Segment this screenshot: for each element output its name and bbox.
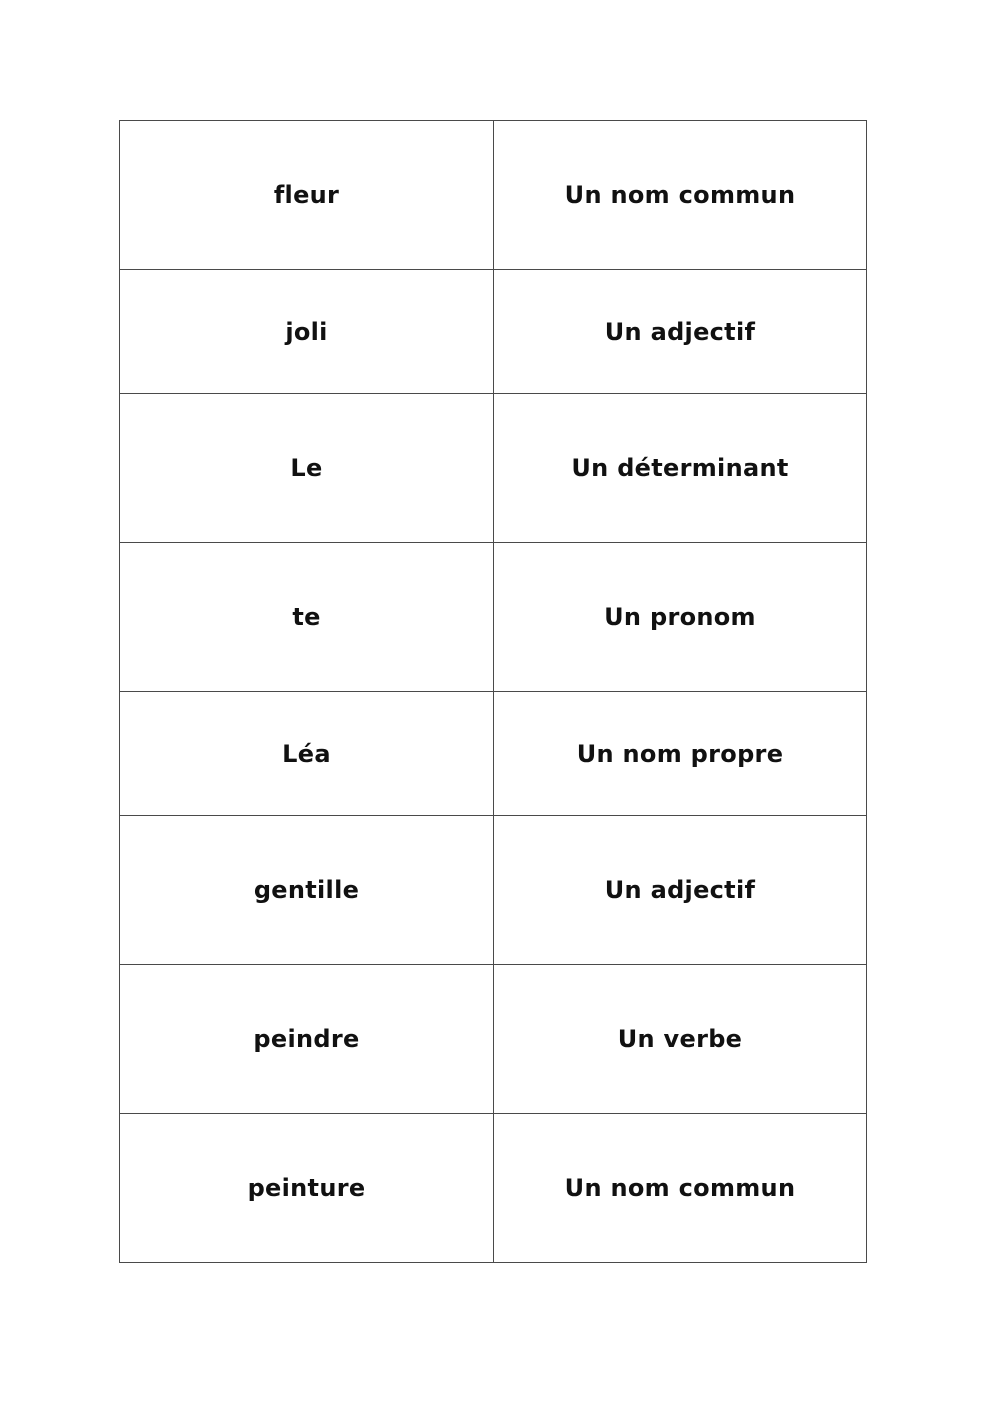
table-row (120, 270, 867, 394)
word-card: te (120, 543, 494, 692)
word-card: joli (120, 270, 494, 394)
word-card: fleur (120, 121, 494, 270)
category-card: Un déterminant (494, 394, 867, 543)
word-category-card-table (119, 120, 867, 1263)
category-card: Un nom propre (494, 692, 867, 816)
category-card: Un adjectif (494, 816, 867, 965)
word-card: Le (120, 394, 494, 543)
table-row (120, 394, 867, 543)
table-row (120, 816, 867, 965)
table-row (120, 543, 867, 692)
table-row (120, 965, 867, 1114)
category-card: Un nom commun (494, 121, 867, 270)
category-card: Un verbe (494, 965, 867, 1114)
word-card: peinture (120, 1114, 494, 1263)
table-row (120, 121, 867, 270)
category-card: Un adjectif (494, 270, 867, 394)
table-row (120, 1114, 867, 1263)
category-card: Un pronom (494, 543, 867, 692)
word-card: peindre (120, 965, 494, 1114)
word-card: Léa (120, 692, 494, 816)
word-card: gentille (120, 816, 494, 965)
table-row (120, 692, 867, 816)
category-card: Un nom commun (494, 1114, 867, 1263)
